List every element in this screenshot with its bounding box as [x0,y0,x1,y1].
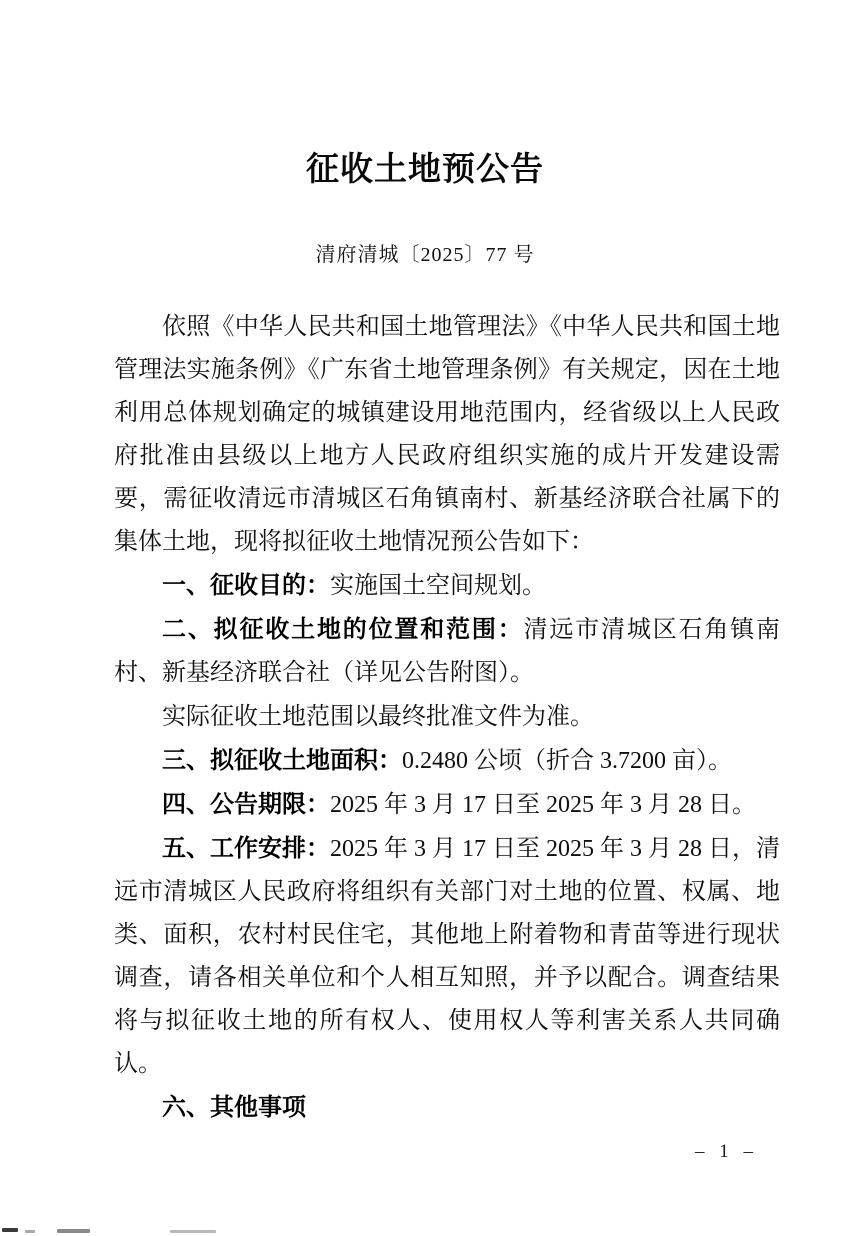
paragraph-section-1 [114,564,780,608]
doc-number: 清府清城〔2025〕77 号 [315,244,535,266]
section-heading: 三、拟征收土地面积： [162,747,402,774]
paragraph-text: 2025 年 3 月 17 日至 2025 年 3 月 28 日，清远市清城区人民政府将组织有关部门对土地的位置、权属、地类、面积，农村村民住宅，其他地上附着物和青苗等进行现状调查，请各相关单位和个人相互知照，并予以配合。调查结果将与拟征收土地的所有权人、使用权人等利害关系人共同确认。 [114,836,780,1077]
paragraph-text: 依照《中华人民共和国土地管理法》《中华人民共和国土地管理法实施条例》《广东省土地管理条例》有关规定，因在土地利用总体规划确定的城镇建设用地范围内，经省级以上人民政府批准由县级以上地方人民政府组织实施的成片开发建设需要，需征收清远市清城区石角镇南村、新基经济联合社属下的集体土地，现将拟征收土地情况预公告如下： [114,314,780,555]
paragraph-note [114,695,780,739]
paragraph-section-3 [114,739,780,783]
paragraph-text: 实施国土空间规划。 [330,573,546,599]
document-body [114,305,780,1130]
section-heading: 二、拟征收土地的位置和范围： [162,616,524,643]
document-title: 征收土地预公告 [306,152,544,188]
paragraph-section-2 [114,608,780,695]
page-number: – 1 – [695,1141,758,1162]
paragraph-section-6 [114,1086,780,1130]
paragraph-text: 清远市清城区石角镇南村、新基经济联合社（详见公告附图）。 [114,617,781,686]
scan-artifact [2,1228,18,1232]
scan-artifact [57,1229,90,1233]
paragraph-text: 2025 年 3 月 17 日至 2025 年 3 月 28 日。 [330,792,756,818]
scan-artifact [25,1230,35,1233]
section-heading: 一、征收目的： [162,572,330,599]
section-heading: 六、其他事项 [162,1094,306,1121]
paragraph-text: 0.2480 公顷（折合 3.7200 亩）。 [402,748,732,774]
paragraph-intro [114,305,780,564]
paragraph-section-4 [114,783,780,827]
section-heading: 五、工作安排： [162,835,330,862]
scan-artifact [170,1230,216,1233]
paragraph-text: 实际征收土地范围以最终批准文件为准。 [162,704,594,730]
section-heading: 四、公告期限： [162,791,330,818]
paragraph-section-5 [114,827,780,1086]
